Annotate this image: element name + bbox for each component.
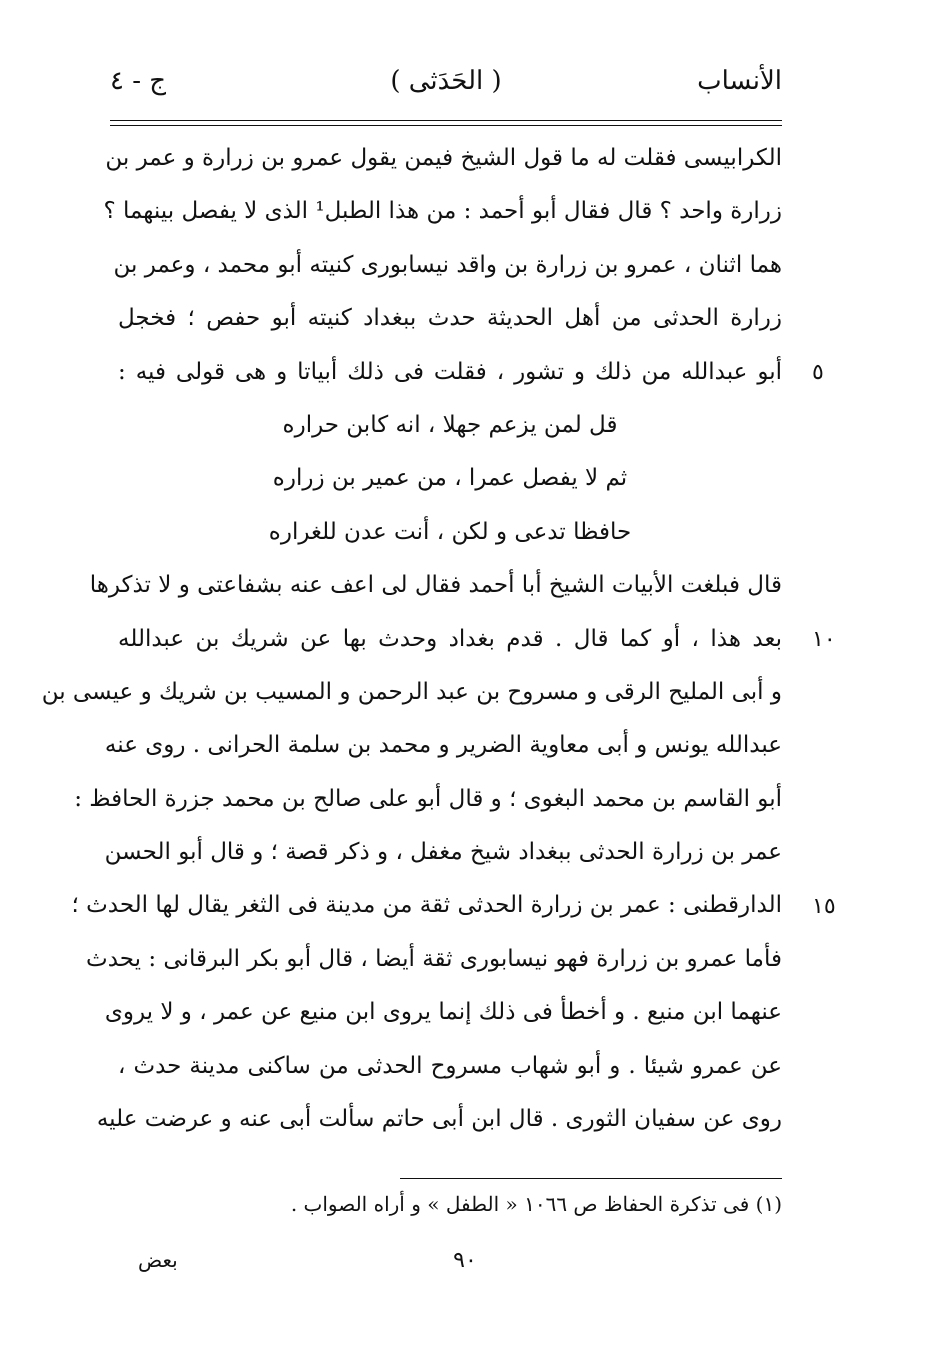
line-number-15: ١٥: [812, 894, 836, 919]
text-line: أبو عبدالله من ذلك و تشور ، فقلت فى ذلك أبياتا و هى قولى فيه :: [118, 358, 782, 385]
page-number: ٩٠: [453, 1248, 477, 1273]
catchword: بعض: [138, 1248, 178, 1272]
text-line: الكرابيسى فقلت له ما قول الشيخ فيمن يقول عمرو بن زرارة و عمر بن: [105, 145, 782, 171]
text-line: عمر بن زرارة الحدثى ببغداد شيخ مغفل ، و ذكر قصة ؛ و قال أبو الحسن: [104, 839, 782, 866]
footnote-rule: [400, 1178, 782, 1179]
text-line: بعد هذا ، أو كما قال . قدم بغداد وحدث بها عن شريك بن عبدالله: [118, 625, 782, 652]
footnote: (١) فى تذكرة الحفاظ ص ١٠٦٦ « الطفل » و أراه الصواب .: [290, 1192, 782, 1216]
text-line: فأما عمرو بن زرارة فهو نيسابورى ثقة أيضا ، قال أبو بكر البرقانى : يحدث: [86, 945, 782, 972]
text-line: زرارة الحدثى من أهل الحديثة حدث ببغداد كنيته أبو حفص ؛ فخجل: [118, 305, 782, 332]
text-line: قال فبلغت الأبيات الشيخ أبا أحمد فقال لى اعف عنه بشفاعتى و لا تذكرها: [89, 572, 782, 599]
header-rule-top: [110, 120, 782, 121]
text-line: عن عمرو شيئا . و أبو شهاب مسروح الحدثى من ساكنى مدينة حدث ،: [118, 1052, 782, 1079]
verse-line: قل لمن يزعم جهلا ، انه كابن حراره: [282, 411, 618, 438]
text-line: الدارقطنى : عمر بن زرارة الحدثى ثقة من مدينة فى الثغر يقال لها الحدث ؛: [71, 892, 782, 919]
text-line: زرارة واحد ؟ قال فقال أبو أحمد : من هذا الطبل¹ الذى لا يفصل بينهما ؟: [103, 198, 782, 225]
line-number-10: ١٠: [812, 627, 836, 652]
page-header: [110, 66, 782, 106]
body-text: [41, 132, 782, 1146]
text-line: أبو القاسم بن محمد البغوى ؛ و قال أبو على صالح بن محمد جزرة الحافظ :: [74, 785, 782, 812]
line-number-5: ٥: [812, 360, 824, 385]
volume-number: ج - ٤: [110, 66, 167, 96]
text-line: و أبى المليح الرقى و مسروح بن عبد الرحمن و المسيب بن شريك و عيسى بن: [41, 678, 782, 705]
text-line: عنهما ابن منيع . و أخطأ فى ذلك إنما يروى ابن منيع عن عمر ، و لا يروى: [104, 999, 782, 1026]
text-line: هما اثنان ، عمرو بن زرارة بن واقد نيسابورى كنيته أبو محمد ، وعمر بن: [113, 251, 782, 278]
header-rule-bottom: [110, 125, 782, 126]
verse-line: حافظا تدعى و لكن ، أنت عدن للغراره: [268, 518, 632, 545]
text-line: روى عن سفيان الثورى . قال ابن أبى حاتم سألت أبى عنه و عرضت عليه: [96, 1106, 782, 1133]
entry-title: ( الحَدَثى ): [390, 66, 502, 96]
verse-line: ثم لا يفصل عمرا ، من عمير بن زراره: [272, 465, 628, 492]
text-line: عبدالله يونس و أبى معاوية الضرير و محمد بن سلمة الحرانى . روى عنه: [104, 732, 782, 759]
book-title: الأنساب: [697, 66, 782, 96]
